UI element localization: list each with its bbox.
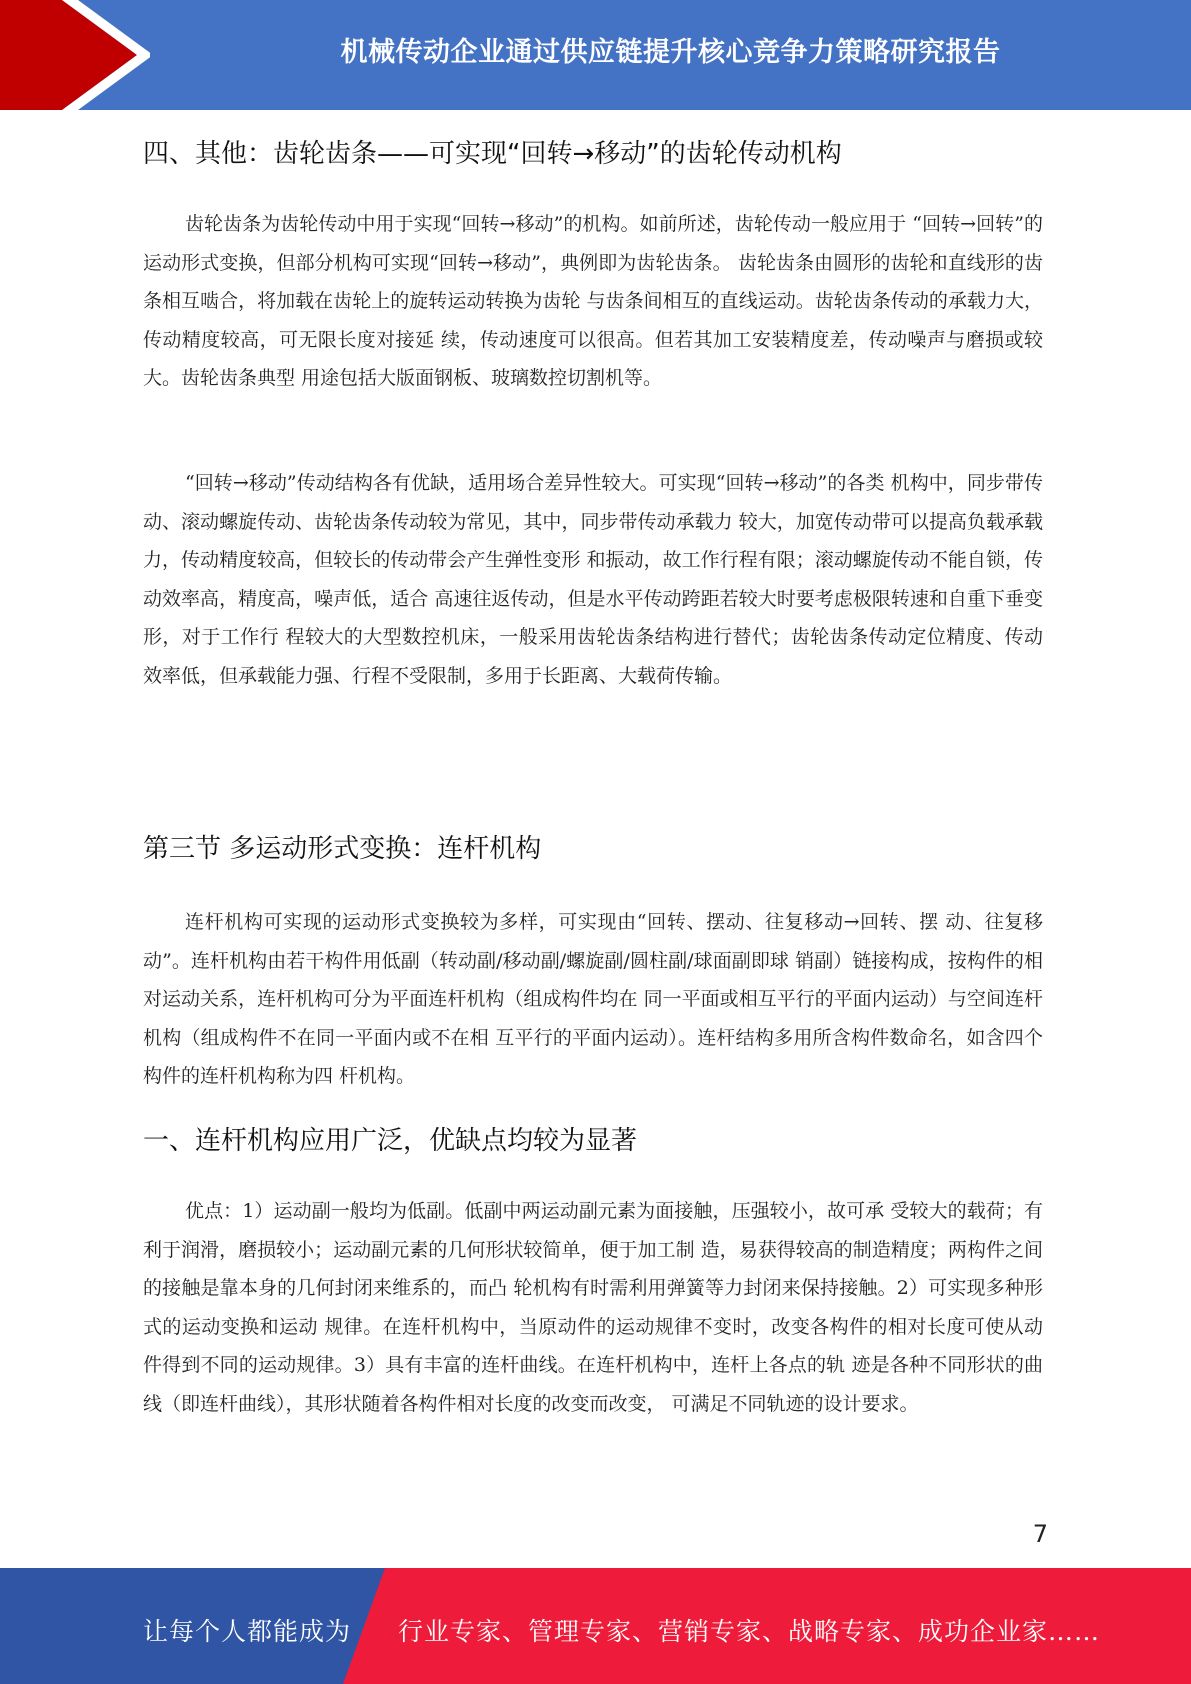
heading-rack-and-pinion: 四、其他：齿轮齿条——可实现“回转→移动”的齿轮传动机构 <box>143 139 842 169</box>
report-title: 机械传动企业通过供应链提升核心竞争力策略研究报告 <box>340 37 1001 68</box>
paragraph-linkage-advantages: 优点：1）运动副一般均为低副。低副中两运动副元素为面接触，压强较小，故可承 受较大的载荷；有利于润滑，磨损较小；运动副元素的几何形状较简单，便于加工制 造，易获得较高的制造精度；两构件之间的接触是靠本身的几何封闭来维系的，而凸 轮机构有时需利用弹簧等力封闭来保持接触。2）可实现多种形式的运动变换和运动 规律。在连杆机构中，当原动件的运动规律不变时，改变各构件的相对长度可使从动 件得到不同的运动规律。3）具有丰富的连杆曲线。在连杆机构中，连杆上各点的轨 迹是各种不同形状的曲线（即连杆曲线），其形状随着各构件相对长度的改变而改变， 可满足不同轨迹的设计要求。 <box>143 1200 1043 1415</box>
paragraph-rotary-to-linear: “回转→移动”传动结构各有优缺，适用场合差异性较大。可实现“回转→移动”的各类 机构中，同步带传动、滚动螺旋传动、齿轮齿条传动较为常见，其中，同步带传动承载力 较大，加宽传动带可以提高负载承载力，传动精度较高，但较长的传动带会产生弹性变形 和振动，故工作行程有限；滚动螺旋传动不能自锁，传动效率高，精度高，噪声低，适合 高速往返传动，但是水平传动跨距若较大时要考虑极限转速和自重下垂变形，对于工作行 程较大的大型数控机床，一般采用齿轮齿条结构进行替代；齿轮齿条传动定位精度、传动 效率低，但承载能力强、行程不受限制，多用于长距离、大载荷传输。 <box>143 472 1043 687</box>
header-arrow-decoration <box>0 0 150 110</box>
paragraph-rack-intro: 齿轮齿条为齿轮传动中用于实现“回转→移动”的机构。如前所述，齿轮传动一般应用于 “回转→回转”的运动形式变换，但部分机构可实现“回转→移动”，典例即为齿轮齿条。 齿轮齿条由圆形的齿轮和直线形的齿条相互啮合，将加载在齿轮上的旋转运动转换为齿轮 与齿条间相互的直线运动。齿轮齿条传动的承载力大，传动精度较高，可无限长度对接延 续，传动速度可以很高。但若其加工安装精度差，传动噪声与磨损或较大。齿轮齿条典型 用途包括大版面钢板、玻璃数控切割机等。 <box>143 213 1043 389</box>
paragraph-linkage-intro: 连杆机构可实现的运动形式变换较为多样，可实现由“回转、摆动、往复移动→回转、摆 动、往复移动”。连杆机构由若干构件用低副（转动副/移动副/螺旋副/圆柱副/球面副即球 销副）链接构成，按构件的相对运动关系，连杆机构可分为平面连杆机构（组成构件均在 同一平面或相互平行的平面内运动）与空间连杆机构（组成构件不在同一平面内或不在相 互平行的平面内运动）。连杆结构多用所含构件数命名，如含四个构件的连杆机构称为四 杆机构。 <box>143 911 1043 1087</box>
heading-section-three: 第三节 多运动形式变换：连杆机构 <box>143 834 542 864</box>
footer-slogan-right: 行业专家、管理专家、营销专家、战略专家、成功企业家…… <box>398 1617 1101 1646</box>
footer-slogan-left: 让每个人都能成为 <box>143 1617 352 1646</box>
heading-linkage-pros-cons: 一、连杆机构应用广泛，优缺点均较为显著 <box>143 1126 638 1156</box>
page-number: 7 <box>1032 1520 1048 1548</box>
footer-banner <box>0 1568 1191 1684</box>
